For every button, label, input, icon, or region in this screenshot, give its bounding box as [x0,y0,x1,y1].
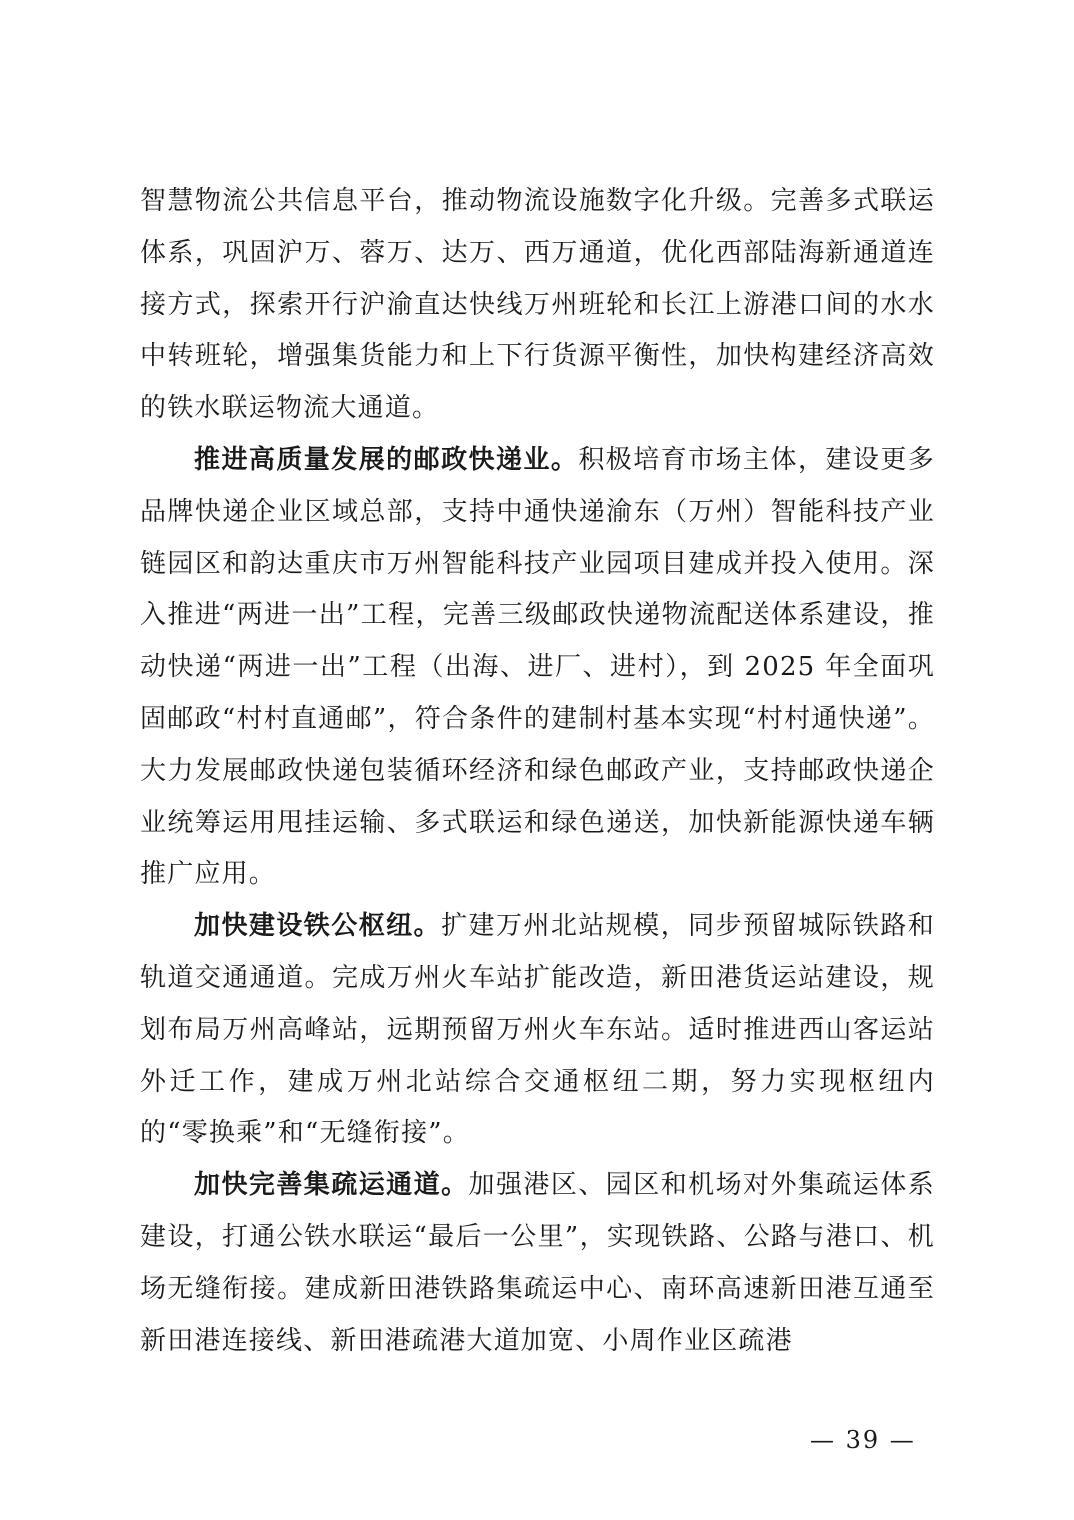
paragraph-rail-road-hub [140,901,935,1160]
body-text [140,176,935,1367]
paragraph-body: 积极培育市场主体，建设更多品牌快递企业区域总部，支持中通快递渝东（万州）智能科技产业链园区和韵达重庆市万州智能科技产业园项目建成并投入使用。深入推进“两进一出”工程，完善三级邮政快递物流配送体系建设，推动快递“两进一出”工程（出海、进厂、进村），到 2025 年全面巩固邮政“村村直通邮”，符合条件的建制村基本实现“村村通快递”。大力发展邮政快递包装循环经济和绿色邮政产业，支持邮政快递企业统筹运用甩挂运输、多式联运和绿色递送，加快新能源快递车辆推广应用。 [140,444,935,890]
paragraph-logistics-platform [140,176,935,435]
paragraph-heading: 加快建设铁公枢纽。 [194,911,442,942]
paragraph-heading: 推进高质量发展的邮政快递业。 [194,444,579,475]
paragraph-postal-express [140,435,935,901]
paragraph-heading: 加快完善集疏运通道。 [194,1170,469,1201]
paragraph-body: 加强港区、园区和机场对外集疏运体系建设，打通公铁水联运“最后一公里”，实现铁路、公路与港口、机场无缝衔接。建成新田港铁路集疏运中心、南环高速新田港互通至新田港连接线、新田港疏港大道加宽、小周作业区疏港 [140,1170,935,1356]
paragraph-body: 智慧物流公共信息平台，推动物流设施数字化升级。完善多式联运体系，巩固沪万、蓉万、达万、西万通道，优化西部陆海新通道连接方式，探索开行沪渝直达快线万州班轮和长江上游港口间的水水中转班轮，增强集货能力和上下行货源平衡性，加快构建经济高效的铁水联运物流大通道。 [140,186,935,424]
page-number: — 39 — [810,1426,916,1454]
paragraph-body: 扩建万州北站规模，同步预留城际铁路和轨道交通通道。完成万州火车站扩能改造，新田港货运站建设，规划布局万州高峰站，远期预留万州火车东站。适时推进西山客运站外迁工作，建成万州北站综合交通枢纽二期，努力实现枢纽内的“零换乘”和“无缝衔接”。 [140,911,935,1149]
paragraph-collection-distribution [140,1160,935,1367]
